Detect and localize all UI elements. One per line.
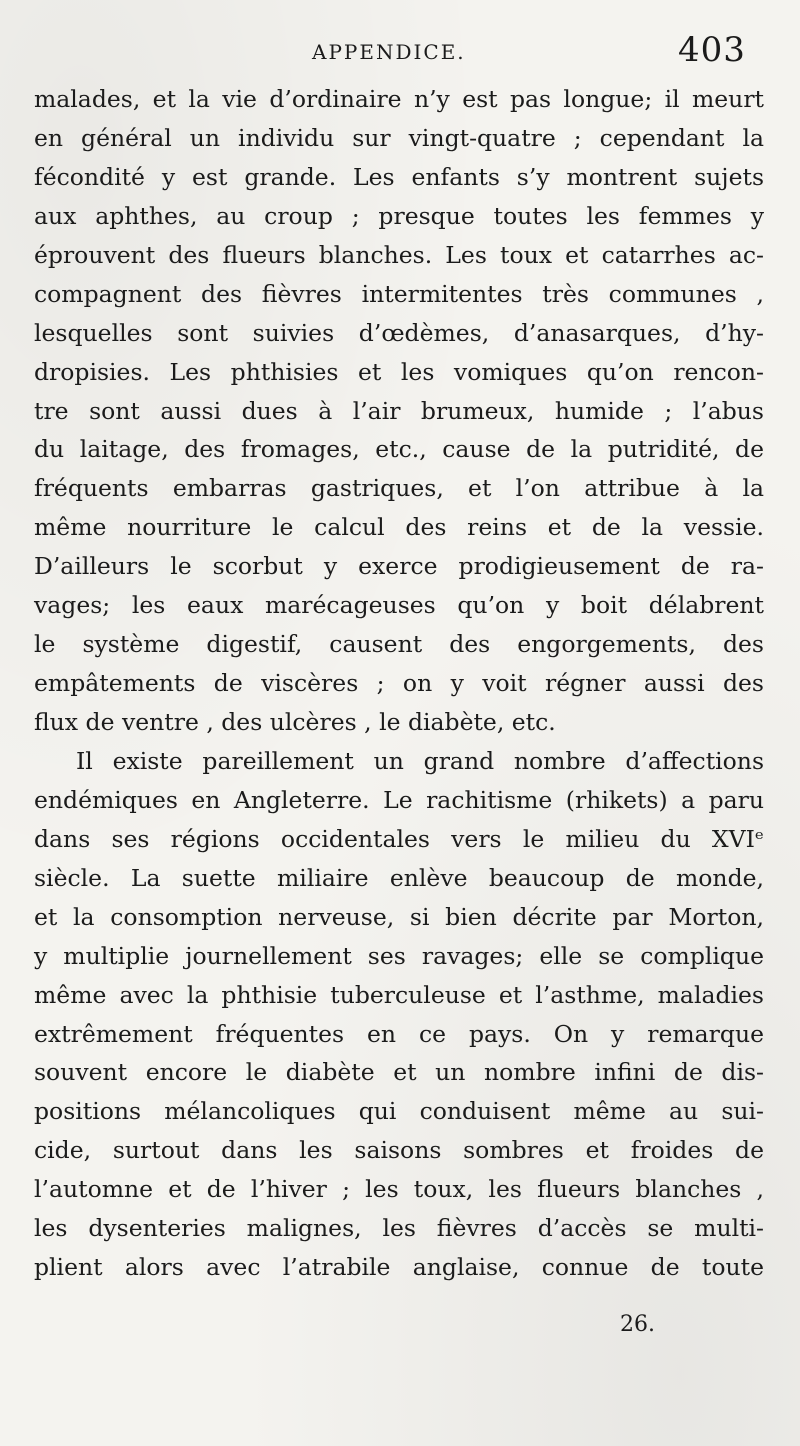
page-number: 403 [678, 30, 746, 70]
text-line-2: en général un individu sur vingt-quatre ; cependant la [34, 123, 764, 152]
text-line-17: flux de ventre , des ulcères , le diabète, etc. [34, 708, 556, 736]
text-line-10: du laitage, des fromages, etc., cause de la putridité, de [34, 435, 764, 464]
text-line-4: aux aphthes, au croup ; presque toutes les femmes y [34, 201, 764, 230]
text-line-18: Il existe pareillement un grand nombre d’affections [76, 746, 764, 775]
text-line-7: lesquelles sont suivies d’œdèmes, d’anasarques, d’hy- [34, 318, 764, 347]
text-line-27: positions mélancoliques qui conduisent même au sui- [34, 1097, 764, 1126]
text-line-20: dans ses régions occidentales vers le milieu du XVIᵉ [34, 824, 764, 853]
text-line-9: tre sont aussi dues à l’air brumeux, humide ; l’abus [34, 396, 764, 425]
running-head: APPENDICE. [312, 40, 466, 64]
text-line-24: même avec la phthisie tuberculeuse et l’asthme, maladies [34, 980, 764, 1009]
text-line-1: malades, et la vie d’ordinaire n’y est pas longue; il meurt [34, 85, 764, 113]
text-line-26: souvent encore le diabète et un nombre infini de dis- [34, 1058, 764, 1087]
text-line-28: cide, surtout dans les saisons sombres et froides de [34, 1136, 764, 1165]
text-line-30: les dysenteries malignes, les fièvres d’accès se multi- [34, 1214, 764, 1243]
text-line-19: endémiques en Angleterre. Le rachitisme (rhikets) a paru [34, 785, 764, 814]
text-line-22: et la consomption nerveuse, si bien décrite par Morton, [34, 902, 764, 931]
text-line-31: plient alors avec l’atrabile anglaise, connue de toute [34, 1253, 764, 1282]
text-line-13: D’ailleurs le scorbut y exerce prodigieusement de ra- [34, 552, 764, 581]
text-line-15: le système digestif, causent des engorgements, des [34, 630, 764, 659]
text-line-8: dropisies. Les phthisies et les vomiques qu’on rencon- [34, 357, 764, 386]
signature-mark: 26. [620, 1312, 655, 1337]
text-line-25: extrêmement fréquentes en ce pays. On y remarque [34, 1019, 764, 1048]
text-line-11: fréquents embarras gastriques, et l’on attribue à la [34, 474, 764, 503]
text-line-14: vages; les eaux marécageuses qu’on y boit délabrent [34, 591, 764, 620]
text-line-21: siècle. La suette miliaire enlève beaucoup de monde, [34, 863, 764, 892]
text-line-16: empâtements de viscères ; on y voit régner aussi des [34, 669, 764, 698]
text-line-5: éprouvent des flueurs blanches. Les toux et catarrhes ac- [34, 240, 764, 269]
text-line-29: l’automne et de l’hiver ; les toux, les flueurs blanches , [34, 1175, 764, 1204]
text-line-12: même nourriture le calcul des reins et de la vessie. [34, 513, 764, 542]
text-line-3: fécondité y est grande. Les enfants s’y montrent sujets [34, 162, 764, 191]
page-header [0, 28, 800, 78]
page-body [34, 80, 764, 1287]
text-line-6: compagnent des fièvres intermitentes très communes , [34, 279, 764, 308]
text-line-23: y multiplie journellement ses ravages; elle se complique [34, 941, 764, 970]
